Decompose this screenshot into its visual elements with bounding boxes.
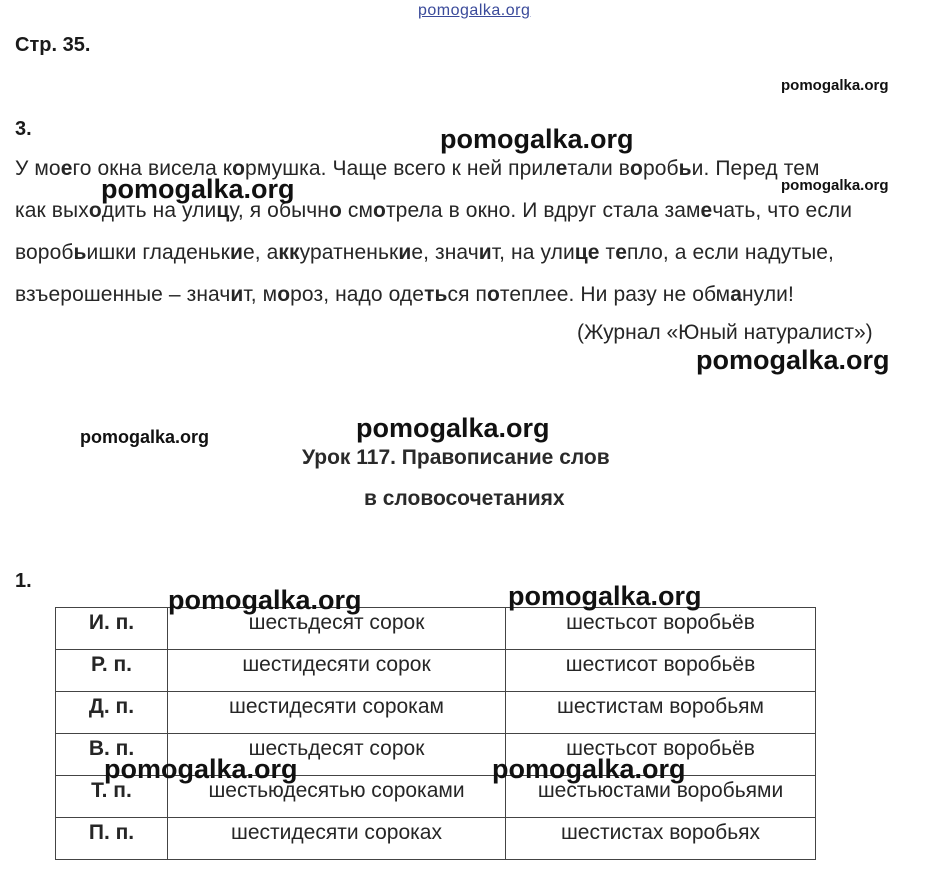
case-label: И. п. (56, 608, 168, 650)
table-cell: шестьюдесятью сороками (168, 776, 506, 818)
table-cell: шестисот воробьёв (506, 650, 816, 692)
case-label: П. п. (56, 818, 168, 860)
watermark: pomogalka.org (440, 124, 634, 154)
task-3-line-1: У моего окна висела кормушка. Чаще всего к ней прилетали воробьи. Перед тем (15, 157, 820, 180)
watermark: pomogalka.org (781, 177, 889, 194)
watermark: pomogalka.org (168, 585, 362, 615)
text-source: (Журнал «Юный натуралист») (577, 321, 873, 344)
case-label: В. п. (56, 734, 168, 776)
case-label: Р. п. (56, 650, 168, 692)
task-3-line-3: воробьишки гладенькие, аккуратненькие, значит, на улице тепло, а если надутые, (15, 241, 834, 264)
watermark: pomogalka.org (104, 754, 298, 784)
table-cell: шестьдесят сорок (168, 734, 506, 776)
table-cell: шестидесяти сороках (168, 818, 506, 860)
watermark: pomogalka.org (101, 174, 295, 204)
task-1-number: 1. (15, 570, 32, 592)
task-3-line-2: как выходить на улицу, я обычно смотрела в окно. И вдруг стала замечать, что если (15, 199, 853, 222)
case-label: Д. п. (56, 692, 168, 734)
table-cell: шестьсот воробьёв (506, 734, 816, 776)
watermark: pomogalka.org (696, 345, 890, 375)
table-cell: шестистах воробьях (506, 818, 816, 860)
watermark: pomogalka.org (492, 754, 686, 784)
watermark: pomogalka.org (80, 427, 210, 447)
lesson-title-line-2: в словосочетаниях (364, 487, 565, 510)
watermark: pomogalka.org (356, 413, 550, 443)
declension-table (55, 607, 816, 860)
table-row (56, 650, 816, 692)
table-cell: шестьюстами воробьями (506, 776, 816, 818)
page-number: Стр. 35. (15, 34, 91, 56)
task-3-number: 3. (15, 118, 32, 140)
case-label: Т. п. (56, 776, 168, 818)
table-cell: шестистам воробьям (506, 692, 816, 734)
table-cell: шестидесяти сорокам (168, 692, 506, 734)
table-row (56, 692, 816, 734)
table-cell: шестьсот воробьёв (506, 608, 816, 650)
table-cell: шестьдесят сорок (168, 608, 506, 650)
table-row (56, 818, 816, 860)
lesson-title-line-1: Урок 117. Правописание слов (302, 446, 610, 469)
watermark: pomogalka.org (508, 581, 702, 611)
table-cell: шестидесяти сорок (168, 650, 506, 692)
watermark: pomogalka.org (781, 77, 889, 94)
top-site-link[interactable]: pomogalka.org (418, 2, 531, 19)
task-3-line-4: взъерошенные – значит, мороз, надо одеться потеплее. Ни разу не обманули! (15, 283, 794, 306)
